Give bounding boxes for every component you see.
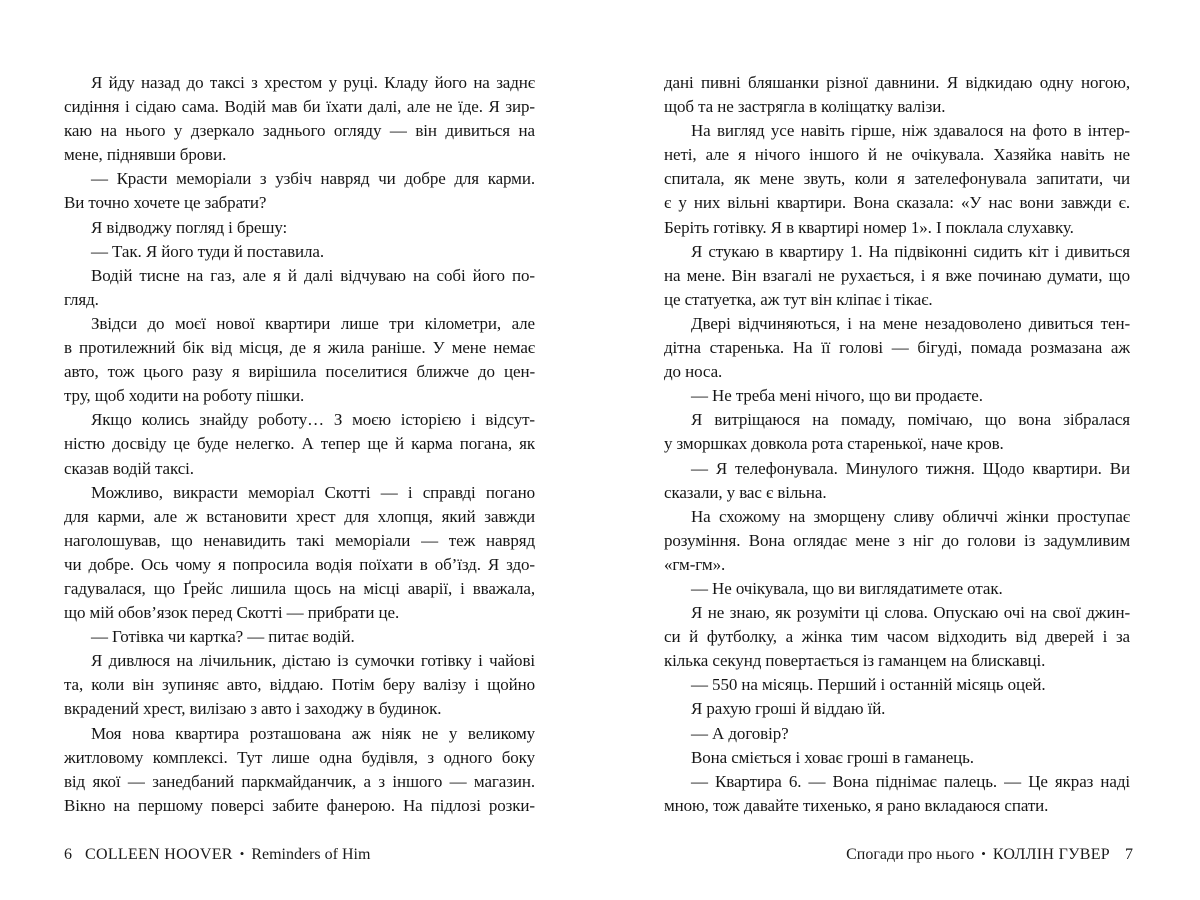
text-line: Я дивлюся на лічильник, дістаю із сумочки готівку і чайові <box>91 651 535 671</box>
left-page-number: 6 <box>64 846 72 863</box>
right-footer-author: КОЛЛІН ГУВЕР <box>992 846 1110 863</box>
text-line: Беріть готівку. Я в квартирі номер 1». І поклала слухавку. <box>664 217 1074 237</box>
paragraph <box>664 408 1130 456</box>
text-line: тру, щоб ходити на роботу пішки. <box>64 386 305 406</box>
text-line: «гм-гм». <box>664 554 726 574</box>
text-line: чи добре. Ось чому я попросила водія поїхати в об’їзд. Я здо- <box>64 554 535 574</box>
text-line: до носа. <box>664 362 723 382</box>
text-line: каю на нього у дзеркало заднього огляду — він дивиться на <box>64 121 535 141</box>
text-line: житловому комплексі. Тут лише одна будівля, з одного боку <box>64 747 535 767</box>
text-line: в протилежний бік від місця, де я жила раніше. У мене немає <box>64 338 535 358</box>
paragraph <box>664 312 1130 384</box>
text-line: На вигляд усе навіть гірше, ніж здавалося на фото в інтер- <box>691 121 1130 141</box>
text-line: щоб та не застрягла в коліщатку валізи. <box>664 97 946 117</box>
left-footer-author: COLLEEN HOOVER <box>85 846 233 863</box>
paragraph <box>64 71 535 167</box>
text-line: мною, тож давайте тихенько, я рано вкладаюся спати. <box>664 795 1049 815</box>
paragraph <box>664 697 1130 721</box>
text-line: сидіння і сідаю сама. Водій мав би їхати далі, але не їде. Я зир- <box>64 97 535 117</box>
text-line: вкрадений хрест, вилізаю з авто і заходжу в будинок. <box>64 699 442 719</box>
text-line: — Так. Я його туди й поставила. <box>91 241 325 261</box>
text-line: — А договір? <box>691 723 789 743</box>
paragraph <box>64 312 535 408</box>
text-line: Я йду назад до таксі з хрестом у руці. Кладу його на заднє <box>91 73 535 92</box>
text-line: на мене. Він взагалі не рухається, і я вже починаю думати, що <box>664 265 1130 285</box>
text-line: Я стукаю в квартиру 1. На підвіконні сидить кіт і дивиться <box>691 241 1130 261</box>
text-line: Водій тисне на газ, але я й далі відчуваю на собі його по- <box>91 265 535 285</box>
text-line: Я відводжу погляд і брешу: <box>91 217 288 237</box>
text-line: у зморшках довкола рота старенької, наче кров. <box>664 434 1004 454</box>
text-line: є у них вільні квартири. Вона сказала: «У нас вони завжди є. <box>664 193 1130 213</box>
paragraph <box>64 264 535 312</box>
paragraph <box>664 240 1130 312</box>
text-line: для карми, але ж встановити хрест для хлопця, який завжди <box>64 506 535 526</box>
text-line: від якої — занедбаний паркмайданчик, а з іншого — магазин. <box>64 771 535 791</box>
text-line: — Квартира 6. — Вона піднімає палець. — Це якраз наді <box>691 771 1130 791</box>
text-line: Вона сміється і ховає гроші в гаманець. <box>691 747 974 767</box>
paragraph <box>664 746 1130 770</box>
text-line: Звідси до моєї нової квартири лише три кілометри, але <box>91 313 535 333</box>
paragraph <box>64 649 535 721</box>
text-line: — Красти меморіали з узбіч навряд чи добре для карми. <box>91 169 535 189</box>
footer-bullet-icon: • <box>239 846 245 861</box>
text-line: — 550 на місяць. Перший і останній місяць оцей. <box>691 675 1046 695</box>
text-line: си й футболку, а жінка тим часом відходить від дверей і за <box>664 627 1130 647</box>
text-line: сказав водій таксі. <box>64 458 194 478</box>
text-line: дітна старенька. На її голові — бігуді, помада розмазана аж <box>664 338 1130 358</box>
text-line: це статуетка, аж тут він кліпає і тікає. <box>664 289 933 309</box>
footer-bullet-icon: • <box>981 846 986 861</box>
text-line: На схожому на зморщену сливу обличчі жінки проступає <box>691 506 1130 526</box>
left-footer-book-title: Reminders of Him <box>251 846 371 863</box>
text-line: Я витріщаюся на помаду, помічаю, що вона зібралася <box>691 410 1130 430</box>
paragraph <box>664 673 1130 697</box>
paragraph <box>664 119 1130 239</box>
paragraph <box>664 71 1130 119</box>
right-page-footer <box>846 846 1133 864</box>
text-line: Я рахую гроші й віддаю їй. <box>691 699 886 719</box>
text-line: дані пивні бляшанки різної давнини. Я відкидаю одну ногою, <box>664 73 1130 92</box>
text-line: що мій обов’язок перед Скотті — прибрати це. <box>64 603 400 623</box>
text-line: гадувалася, що Ґрейс лишила щось на місці аварії, і вважала, <box>64 578 535 598</box>
text-line: Ви точно хочете це забрати? <box>64 193 267 213</box>
text-line: авто, тож цього разу я вирішила поселитися ближче до цен- <box>64 362 535 382</box>
paragraph <box>64 408 535 480</box>
text-line: Вікно на першому поверсі забите фанерою. На підлозі розки- <box>64 795 535 815</box>
text-line: — Я телефонувала. Минулого тижня. Щодо квартири. Ви <box>691 458 1130 478</box>
text-line: ністю досвіду це буде нелегко. А тепер ще й карма погана, як <box>64 434 535 454</box>
paragraph <box>64 625 535 649</box>
left-page-footer <box>64 846 370 864</box>
text-line: спитала, як мене звуть, коли я зателефонувала запитати, чи <box>664 169 1130 189</box>
paragraph <box>64 240 535 264</box>
paragraph <box>64 481 535 626</box>
paragraph <box>64 216 535 240</box>
right-footer-book-title: Спогади про нього <box>846 846 975 863</box>
right-page-number: 7 <box>1125 846 1133 863</box>
paragraph <box>664 577 1130 601</box>
paragraph <box>664 601 1130 673</box>
right-page-text <box>664 71 1130 818</box>
paragraph <box>664 505 1130 577</box>
text-line: наголошував, що ненавидить такі меморіали — теж навряд <box>64 530 535 550</box>
paragraph <box>664 384 1130 408</box>
left-page-text <box>64 71 535 818</box>
text-line: Я не знаю, як розуміти ці слова. Опускаю очі на свої джин- <box>691 603 1130 623</box>
text-line: Моя нова квартира розташована аж ніяк не у великому <box>91 723 535 743</box>
text-line: — Не очікувала, що ви виглядатимете отак. <box>691 578 1003 598</box>
text-line: Можливо, викрасти меморіал Скотті — і справді погано <box>91 482 535 502</box>
text-line: сказали, у вас є вільна. <box>664 482 827 502</box>
paragraph <box>664 770 1130 818</box>
text-line: Двері відчиняються, і на мене незадоволено дивиться тен- <box>691 313 1130 333</box>
paragraph <box>664 457 1130 505</box>
paragraph <box>664 722 1130 746</box>
text-line: мене, піднявши брови. <box>64 145 227 165</box>
text-line: Якщо колись знайду роботу… З моєю історією і відсут- <box>91 410 535 430</box>
text-line: — Готівка чи картка? — питає водій. <box>91 627 355 647</box>
text-line: кілька секунд повертається із гаманцем на блискавці. <box>664 651 1046 671</box>
paragraph <box>64 722 535 818</box>
text-line: неті, але я нічого іншого й не очікувала. Хазяйка навіть не <box>664 145 1130 165</box>
text-line: розуміння. Вона оглядає мене з ніг до голови із задумливим <box>664 530 1130 550</box>
text-line: та, коли він зупиняє авто, віддаю. Потім беру валізу і щойно <box>64 675 535 695</box>
text-line: — Не треба мені нічого, що ви продаєте. <box>691 386 983 406</box>
paragraph <box>64 167 535 215</box>
text-line: гляд. <box>64 289 99 309</box>
